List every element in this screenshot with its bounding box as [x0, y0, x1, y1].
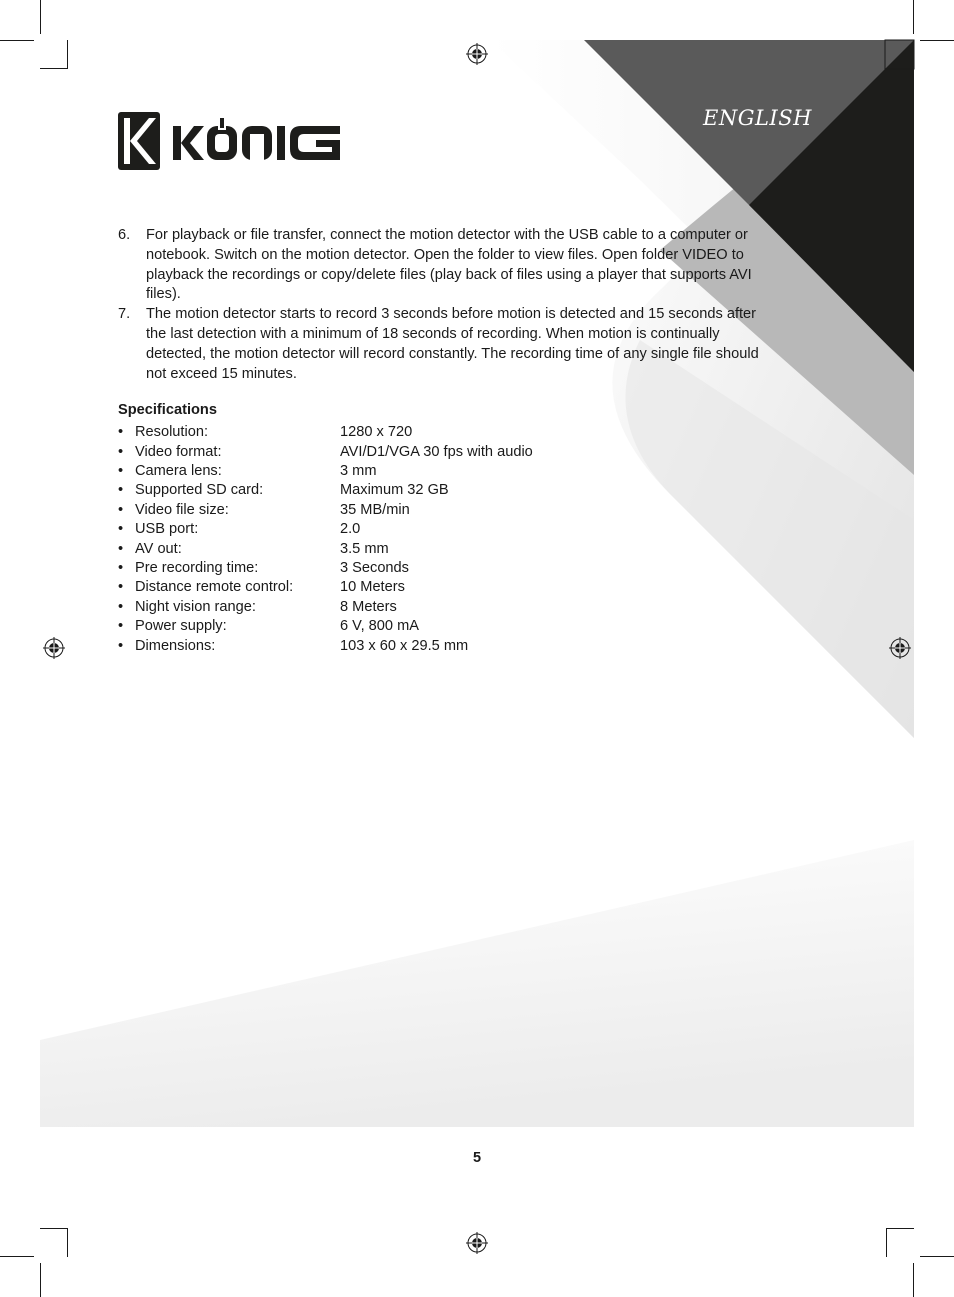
spec-value: 3 Seconds — [340, 560, 409, 577]
spec-value: Maximum 32 GB — [340, 482, 449, 499]
bullet: • — [118, 579, 124, 596]
bullet: • — [118, 598, 124, 615]
registration-mark-icon — [466, 1232, 488, 1254]
bullet: • — [118, 637, 124, 654]
spec-label: Resolution: — [135, 424, 209, 441]
crop-mark — [40, 1263, 41, 1297]
spec-label: Video format: — [135, 443, 222, 460]
bullet: • — [118, 618, 124, 635]
registration-mark-icon — [466, 43, 488, 65]
list-item — [118, 578, 778, 597]
step-text: The motion detector starts to record 3 seconds before motion is detected and 15 seconds after the last detection with a minimum of 18 seconds of recording. When motion is continually detected, the motion detector will record constantly. The recording time of any single file should not exceed 15 minutes. — [146, 306, 759, 382]
spec-label: Dimensions: — [135, 637, 216, 654]
bullet: • — [118, 540, 124, 557]
crop-mark — [40, 0, 41, 34]
specifications-list — [118, 423, 778, 656]
crop-mark — [40, 1228, 68, 1229]
spec-value: 3 mm — [340, 462, 377, 479]
konig-logo — [118, 112, 342, 172]
spec-label: Power supply: — [135, 618, 227, 635]
spec-label: Pre recording time: — [135, 560, 259, 577]
bullet: • — [118, 462, 124, 479]
list-item — [118, 559, 778, 578]
language-label: ENGLISH — [703, 106, 812, 130]
spec-value: 10 Meters — [340, 579, 405, 596]
crop-mark — [67, 40, 68, 69]
list-item — [118, 423, 778, 442]
crop-mark — [886, 1228, 914, 1229]
crop-mark — [67, 1228, 68, 1257]
section-heading: Specifications — [118, 402, 217, 419]
list-item — [118, 637, 778, 656]
spec-label: Night vision range: — [135, 598, 256, 615]
spec-value: 6 V, 800 mA — [340, 618, 419, 635]
crop-mark — [886, 1228, 887, 1257]
spec-label: USB port: — [135, 521, 199, 538]
spec-value: 2.0 — [340, 521, 361, 538]
list-item — [118, 226, 778, 305]
list-item — [118, 520, 778, 539]
crop-mark — [0, 1256, 34, 1257]
list-item — [118, 617, 778, 636]
list-item — [118, 540, 778, 559]
spec-value: 8 Meters — [340, 598, 397, 615]
spec-label: Supported SD card: — [135, 482, 264, 499]
crop-mark — [920, 40, 954, 41]
list-item — [118, 443, 778, 462]
list-item — [118, 481, 778, 500]
instruction-list — [118, 226, 778, 384]
spec-value: 35 MB/min — [340, 501, 410, 518]
crop-mark — [920, 1256, 954, 1257]
spec-label: Distance remote control: — [135, 579, 294, 596]
crop-mark — [913, 1263, 914, 1297]
spec-value: AVI/D1/VGA 30 fps with audio — [340, 443, 533, 460]
bullet: • — [118, 560, 124, 577]
page-number: 5 — [472, 1150, 482, 1166]
crop-mark — [0, 40, 34, 41]
step-number: 6. — [118, 227, 131, 243]
spec-value: 3.5 mm — [340, 540, 389, 557]
list-item — [118, 305, 778, 384]
step-text: For playback or file transfer, connect the motion detector with the USB cable to a computer or notebook. Switch on the motion detector. Open the folder to view files. Open folder VIDEO to playback the recordings or copy/delete files (play back of files using a player that supports AVI files). — [146, 227, 752, 303]
registration-mark-icon — [889, 637, 911, 659]
list-item — [118, 462, 778, 481]
main-content — [118, 226, 778, 656]
crop-mark — [913, 0, 914, 34]
bullet: • — [118, 501, 124, 518]
spec-label: Video file size: — [135, 501, 229, 518]
list-item — [118, 501, 778, 520]
step-number: 7. — [118, 306, 131, 323]
spec-label: Camera lens: — [135, 462, 222, 479]
bullet: • — [118, 443, 124, 460]
spec-value: 1280 x 720 — [340, 424, 413, 441]
spec-label: AV out: — [135, 540, 182, 557]
bullet: • — [118, 424, 124, 441]
spec-value: 103 x 60 x 29.5 mm — [340, 637, 469, 654]
bullet: • — [118, 521, 124, 538]
crop-mark — [40, 68, 68, 69]
registration-mark-icon — [43, 637, 65, 659]
bullet: • — [118, 482, 124, 499]
list-item — [118, 598, 778, 617]
